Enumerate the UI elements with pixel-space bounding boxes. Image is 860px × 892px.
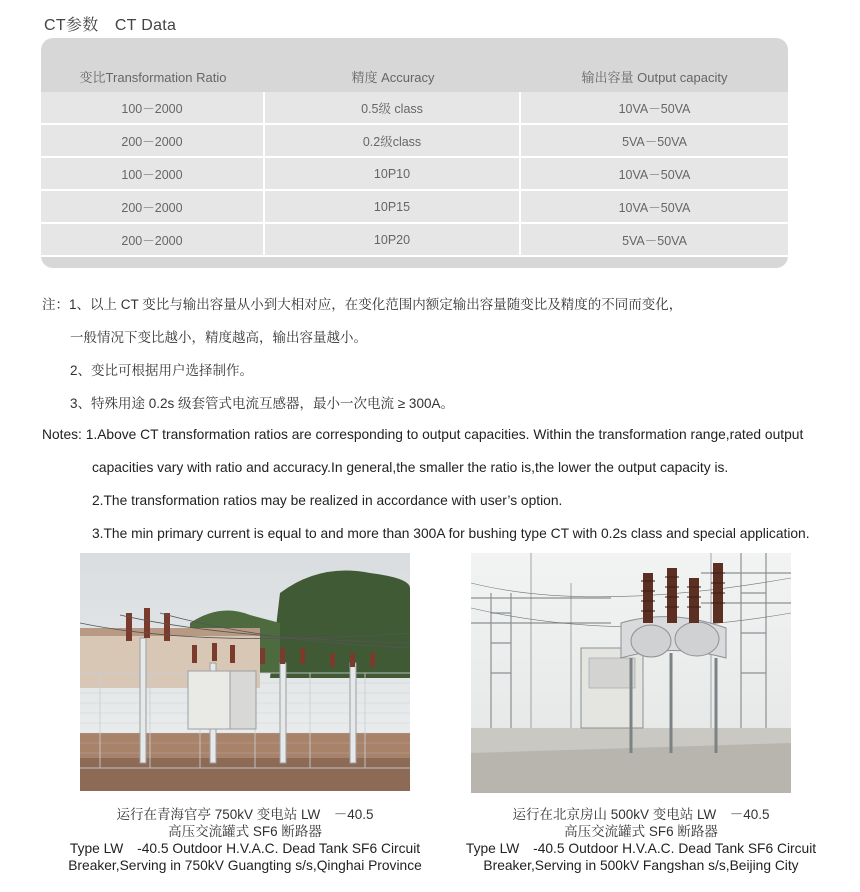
caption-cn-line1: 运行在北京房山 500kV 变电站 LW －40.5 xyxy=(512,807,770,822)
photo-illustration xyxy=(80,553,410,791)
note-en-2: 2.The transformation ratios may be realized in accordance with user’s option. xyxy=(92,493,563,508)
table-header-row xyxy=(41,60,788,92)
section-title: CT参数 CT Data xyxy=(44,17,177,34)
note-cn-2: 2、变比可根据用户选择制作。 xyxy=(70,363,254,378)
ct-data-table-card xyxy=(41,38,788,268)
ct-data-table xyxy=(41,60,788,257)
cell-accuracy: 0.2级class xyxy=(265,125,521,158)
note-en-3: 3.The min primary current is equal to and more than 300A for bushing type CT with 0.2s class and special application. xyxy=(92,526,810,541)
note-cn-1: 注：1、以上 CT 变比与输出容量从小到大相对应，在变化范围内额定输出容量随变比及精度的不同而变化， xyxy=(42,297,683,312)
caption-en-line1: Type LW -40.5 Outdoor H.V.A.C. Dead Tank SF6 Circuit xyxy=(69,841,421,856)
cell-accuracy: 10P15 xyxy=(265,191,521,224)
caption-cn-line2: 高压交流罐式 SF6 断路器 xyxy=(564,824,718,839)
cell-ratio: 200－2000 xyxy=(41,191,265,224)
cell-accuracy: 10P10 xyxy=(265,158,521,191)
cell-accuracy: 10P20 xyxy=(265,224,521,257)
caption-en-line2: Breaker,Serving in 500kV Fangshan s/s,Beijing City xyxy=(483,858,799,873)
note-cn-1-cont: 一般情况下变比越小，精度越高，输出容量越小。 xyxy=(70,330,367,345)
cell-capacity: 10VA－50VA xyxy=(521,158,788,191)
cell-ratio: 100－2000 xyxy=(41,92,265,125)
note-en-1: Notes: 1.Above CT transformation ratios are corresponding to output capacities. Within the transformation range,rated output xyxy=(42,427,804,442)
table-row xyxy=(41,224,788,257)
notes-chinese xyxy=(42,288,682,420)
cell-ratio: 100－2000 xyxy=(41,158,265,191)
cell-capacity: 5VA－50VA xyxy=(521,224,788,257)
table-row xyxy=(41,125,788,158)
table-row xyxy=(41,92,788,125)
photo-caption-qinghai xyxy=(40,806,450,874)
caption-cn-line2: 高压交流罐式 SF6 断路器 xyxy=(168,824,322,839)
header-output-capacity: 输出容量 Output capacity xyxy=(521,60,788,92)
cell-capacity: 10VA－50VA xyxy=(521,191,788,224)
cell-capacity: 5VA－50VA xyxy=(521,125,788,158)
caption-en-line1: Type LW -40.5 Outdoor H.V.A.C. Dead Tank SF6 Circuit xyxy=(465,841,817,856)
note-en-1-cont: capacities vary with ratio and accuracy.In general,the smaller the ratio is,the lower the output capacity is. xyxy=(92,460,729,475)
note-cn-3: 3、特殊用途 0.2s 级套管式电流互感器，最小一次电流 ≥ 300A。 xyxy=(70,396,454,411)
cell-ratio: 200－2000 xyxy=(41,125,265,158)
table-row xyxy=(41,191,788,224)
caption-cn-line1: 运行在青海官亭 750kV 变电站 LW －40.5 xyxy=(116,807,374,822)
header-accuracy: 精度 Accuracy xyxy=(265,60,521,92)
header-transformation-ratio: 变比Transformation Ratio xyxy=(41,60,265,92)
caption-en-line2: Breaker,Serving in 750kV Guangting s/s,Qinghai Province xyxy=(68,858,422,873)
cell-ratio: 200－2000 xyxy=(41,224,265,257)
photo-illustration-2 xyxy=(471,553,791,793)
cell-capacity: 10VA－50VA xyxy=(521,92,788,125)
notes-english xyxy=(42,418,810,550)
substation-photo-beijing xyxy=(471,553,791,793)
table-row xyxy=(41,158,788,191)
substation-photo-qinghai xyxy=(80,553,410,791)
cell-accuracy: 0.5级 class xyxy=(265,92,521,125)
photo-caption-beijing xyxy=(441,806,841,874)
